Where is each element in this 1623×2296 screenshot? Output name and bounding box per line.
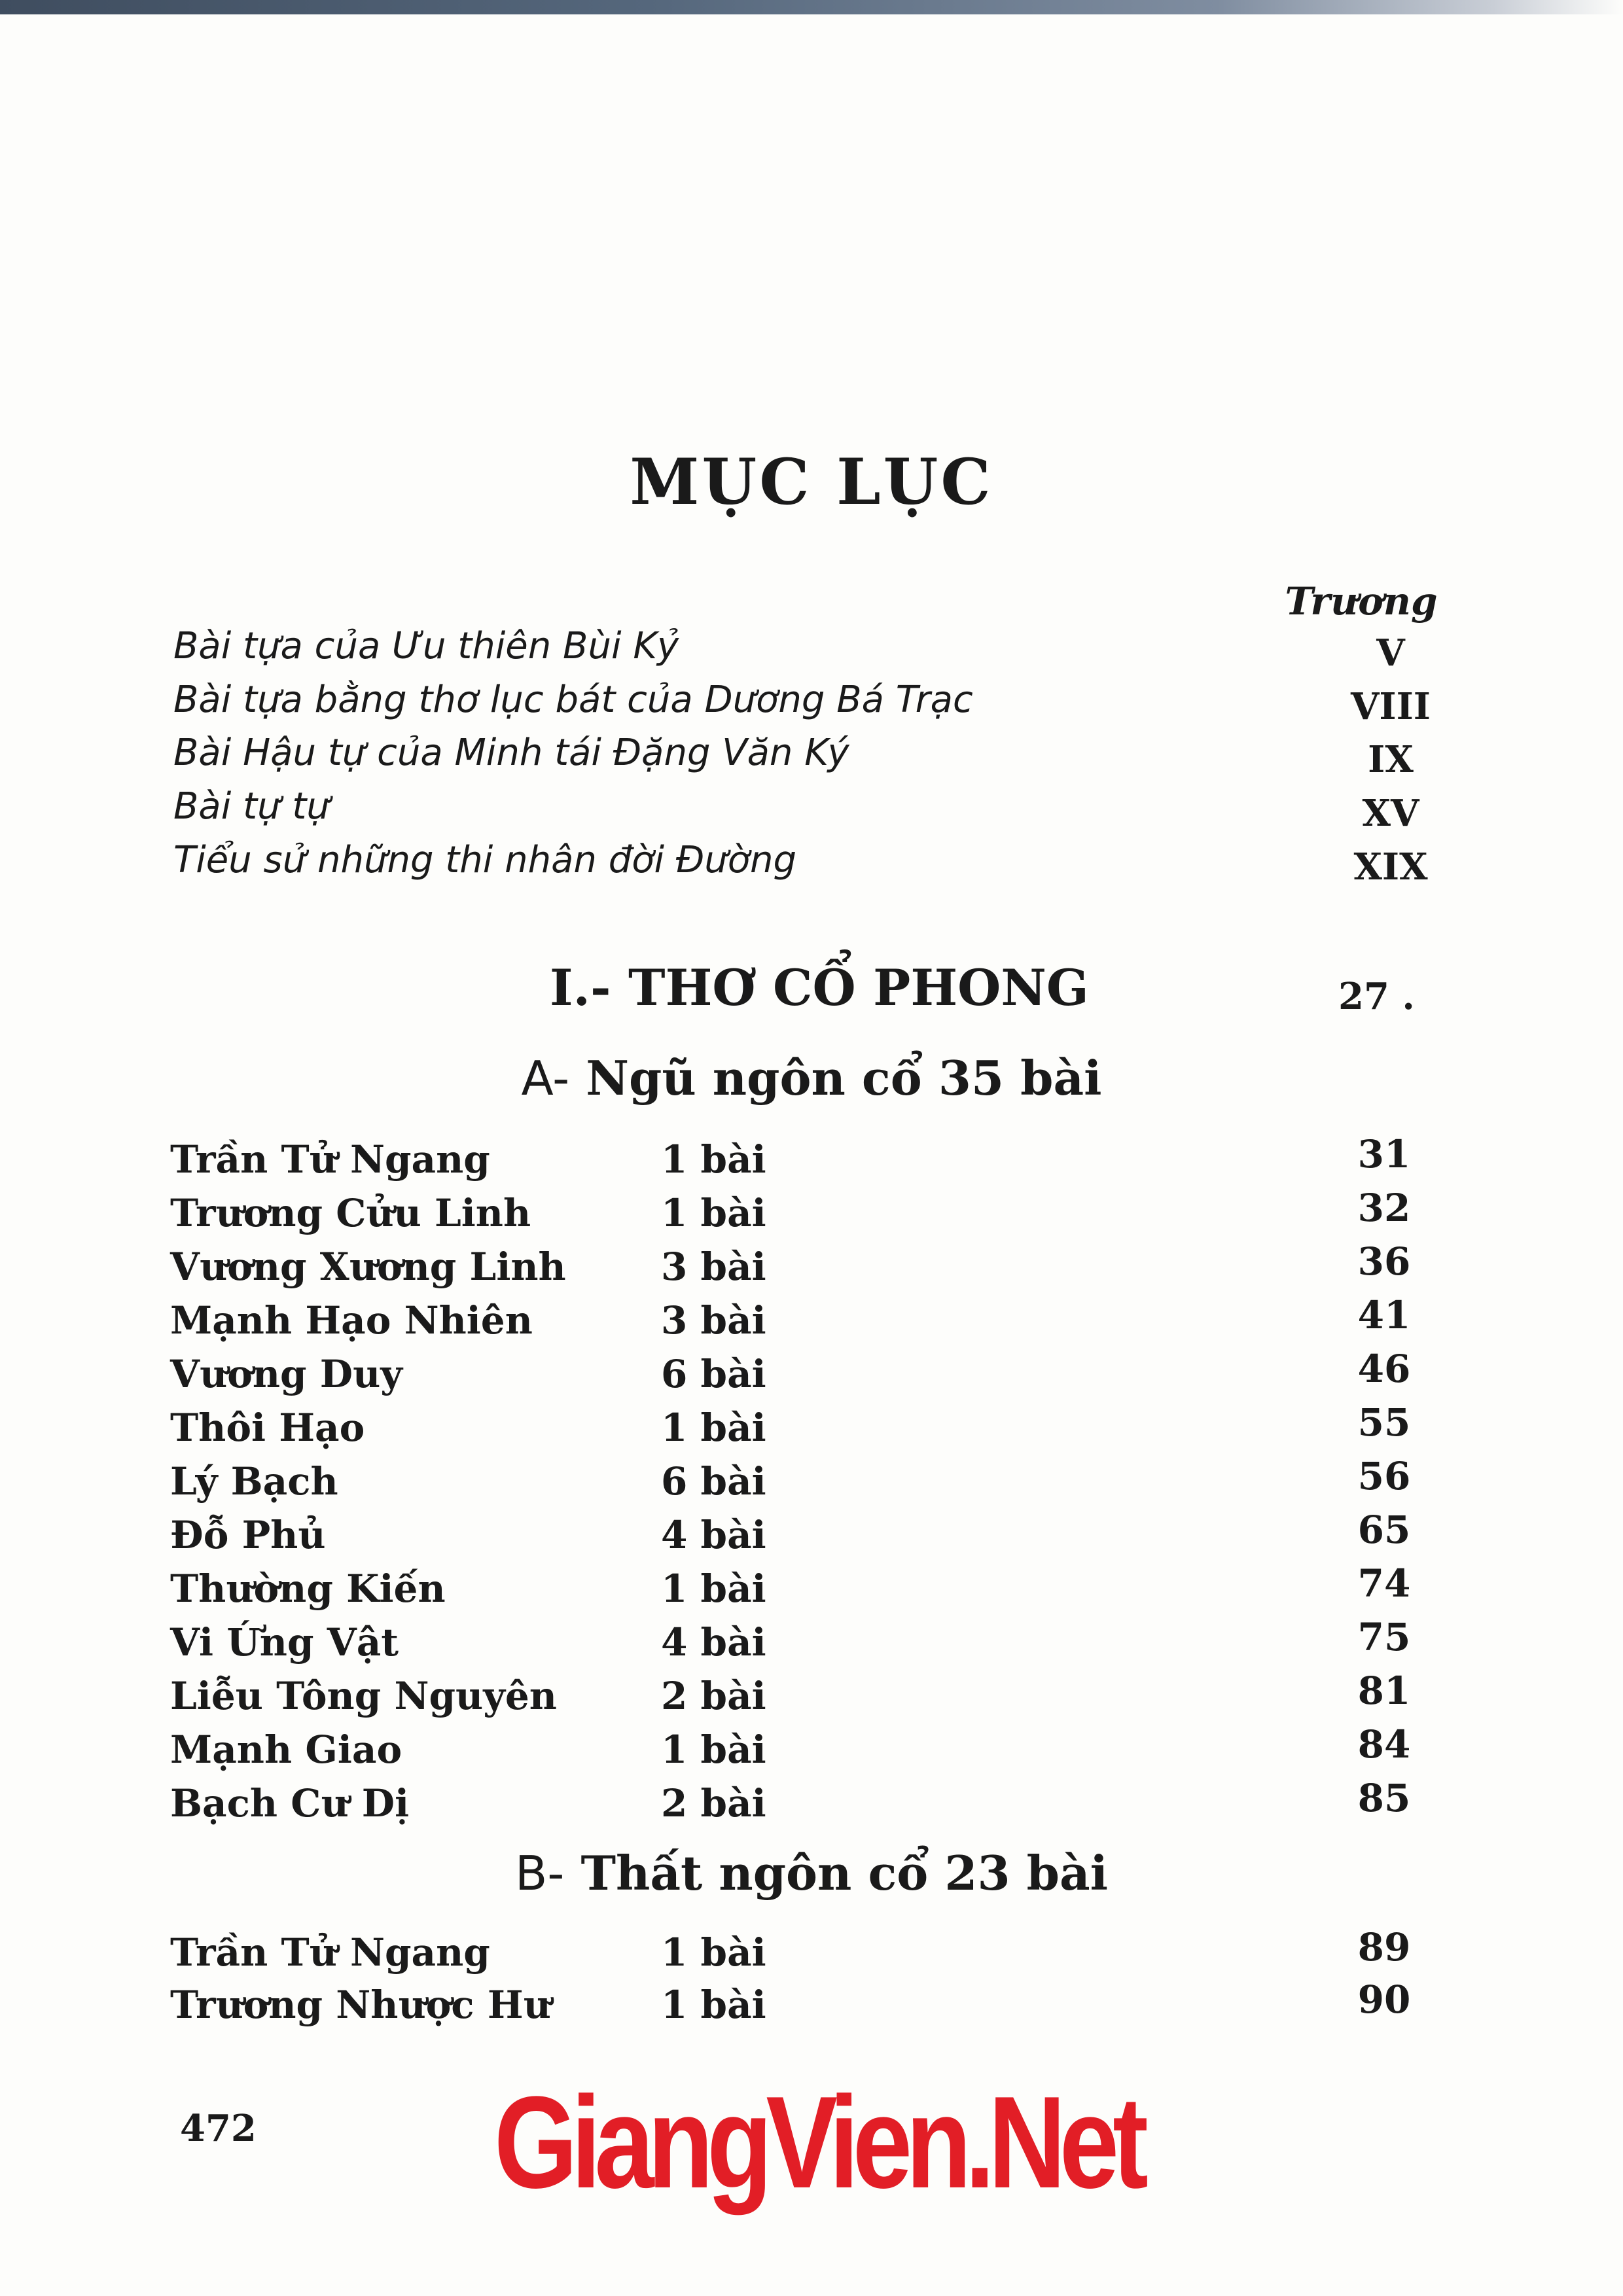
toc-entry[interactable]	[170, 1669, 1459, 1726]
toc-entry-page: VIII	[1350, 685, 1431, 728]
toc-entry[interactable]	[173, 625, 1456, 677]
poet-name: Mạnh Hạo Nhiên	[170, 1298, 533, 1343]
poem-count: 3 bài	[661, 1298, 766, 1343]
toc-entry-page: XIX	[1353, 845, 1428, 889]
toc-entry-page: 89	[1357, 1925, 1411, 1969]
toc-entry[interactable]	[170, 1925, 1459, 1983]
page-number: 472	[180, 2107, 257, 2150]
toc-entry[interactable]	[170, 1561, 1459, 1619]
poet-name: Liễu Tông Nguyên	[170, 1674, 557, 1718]
section-page: 27 .	[1338, 975, 1415, 1018]
toc-entry-label: Bài tựa bằng thơ lục bát của Dương Bá Trạc	[173, 679, 973, 721]
toc-entry-page: 41	[1357, 1293, 1411, 1337]
toc-entry-label: Bài tựa của Ưu thiên Bùi Kỷ	[173, 625, 679, 667]
poem-count: 6 bài	[661, 1352, 766, 1396]
toc-entry-label: Bài tự tự	[173, 785, 330, 828]
toc-entry-page: 81	[1357, 1669, 1411, 1713]
toc-entry-page: 31	[1357, 1132, 1411, 1176]
toc-entry[interactable]	[170, 1293, 1459, 1351]
poem-count: 6 bài	[661, 1459, 766, 1504]
subsection-heading[interactable]	[0, 1845, 1623, 1901]
toc-entry-page: XV	[1362, 792, 1419, 835]
page-title: MỤC LỤC	[630, 445, 993, 519]
poem-count: 2 bài	[661, 1781, 766, 1826]
poem-count: 1 bài	[661, 1566, 766, 1611]
poet-name: Trần Tử Ngang	[170, 1137, 490, 1182]
toc-entry[interactable]	[170, 1347, 1459, 1404]
poem-count: 2 bài	[661, 1674, 766, 1718]
poet-name: Thường Kiến	[170, 1566, 446, 1611]
toc-entry[interactable]	[170, 1454, 1459, 1511]
poet-name: Trần Tử Ngang	[170, 1930, 490, 1975]
toc-entry-page: 84	[1357, 1722, 1411, 1767]
poet-name: Đỗ Phủ	[170, 1513, 326, 1557]
toc-entry-page: 55	[1357, 1400, 1411, 1445]
poem-count: 4 bài	[661, 1513, 766, 1557]
toc-entry[interactable]	[170, 1239, 1459, 1297]
subsection-title: Thất ngôn cổ 23 bài	[580, 1845, 1109, 1901]
poem-count: 1 bài	[661, 1137, 766, 1182]
subsection-title: Ngũ ngôn cổ 35 bài	[586, 1050, 1102, 1106]
toc-entry[interactable]	[173, 839, 1456, 891]
toc-entry-page: 46	[1357, 1347, 1411, 1391]
poem-count: 1 bài	[661, 1983, 766, 2027]
poet-name: Vương Duy	[170, 1352, 402, 1396]
toc-entry-page: 90	[1357, 1977, 1411, 2022]
toc-entry-page: 74	[1357, 1561, 1411, 1606]
poet-name: Trương Nhược Hư	[170, 1983, 551, 2027]
watermark-logo: GiangVien.Net	[494, 2070, 1142, 2216]
toc-entry[interactable]	[170, 1132, 1459, 1190]
toc-entry[interactable]	[173, 785, 1456, 838]
poet-name: Lý Bạch	[170, 1459, 338, 1504]
poem-count: 1 bài	[661, 1191, 766, 1235]
toc-entry[interactable]	[173, 732, 1456, 784]
poet-name: Vương Xương Linh	[170, 1245, 566, 1289]
subsection-letter: B-	[514, 1846, 565, 1901]
toc-entry-label: Tiểu sử những thi nhân đời Đường	[173, 839, 797, 881]
toc-entry[interactable]	[170, 1776, 1459, 1833]
toc-entry-page: 85	[1357, 1776, 1411, 1820]
toc-entry[interactable]	[170, 1615, 1459, 1672]
toc-entry-page: 56	[1357, 1454, 1411, 1498]
poem-count: 1 bài	[661, 1405, 766, 1450]
poet-name: Mạnh Giao	[170, 1727, 402, 1772]
poem-count: 4 bài	[661, 1620, 766, 1665]
toc-entry[interactable]	[170, 1186, 1459, 1243]
toc-entry[interactable]	[170, 1977, 1459, 2035]
toc-entry[interactable]	[170, 1400, 1459, 1458]
page-column-header: Trương	[1285, 579, 1438, 624]
poem-count: 1 bài	[661, 1930, 766, 1975]
toc-entry[interactable]	[170, 1722, 1459, 1780]
poet-name: Bạch Cư Dị	[170, 1781, 410, 1826]
poem-count: 3 bài	[661, 1245, 766, 1289]
toc-entry-page: 65	[1357, 1508, 1411, 1552]
subsection-letter: A-	[521, 1051, 570, 1106]
toc-entry-page: 36	[1357, 1239, 1411, 1284]
toc-entry-label: Bài Hậu tự của Minh tái Đặng Văn Ký	[173, 732, 849, 774]
subsection-heading[interactable]	[0, 1050, 1623, 1106]
toc-entry[interactable]	[170, 1508, 1459, 1565]
toc-entry-page: V	[1376, 631, 1405, 675]
toc-entry-page: 75	[1357, 1615, 1411, 1659]
poem-count: 1 bài	[661, 1727, 766, 1772]
poet-name: Thôi Hạo	[170, 1405, 365, 1450]
poet-name: Trương Cửu Linh	[170, 1191, 531, 1235]
poet-name: Vi Ứng Vật	[170, 1620, 399, 1665]
toc-entry-page: IX	[1368, 738, 1414, 781]
toc-entry-page: 32	[1357, 1186, 1411, 1230]
section-heading[interactable]: I.- THƠ CỔ PHONG	[550, 959, 1089, 1017]
toc-entry[interactable]	[173, 679, 1456, 731]
scan-top-edge	[0, 0, 1623, 14]
